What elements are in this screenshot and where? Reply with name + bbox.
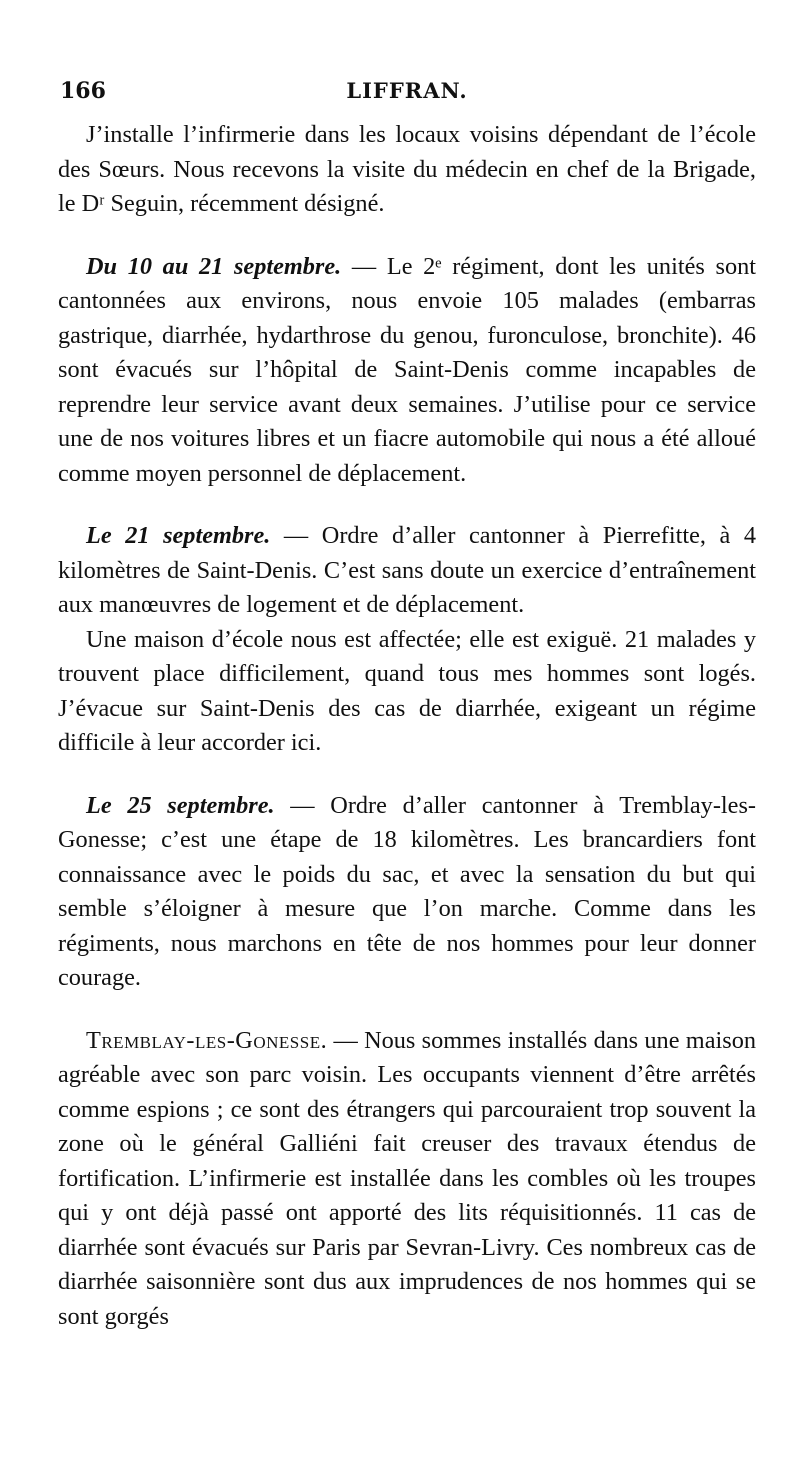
page-number: 166 xyxy=(60,78,106,104)
paragraph-tremblay xyxy=(58,1024,756,1335)
running-title: LIFFRAN. xyxy=(346,78,468,103)
paragraph-lead: Le 21 septembre. xyxy=(86,522,271,549)
paragraph-25-septembre xyxy=(58,789,756,996)
paragraph-lead: Le 25 septembre. xyxy=(86,791,275,819)
paragraph-21-septembre xyxy=(58,519,756,623)
paragraph-10-21-septembre xyxy=(58,250,756,492)
paragraph-text: — Ordre d’aller cantonner à Tremblay-les-Gonesse; c’est une étape de 18 kilomètres. Les brancardiers font connaissance avec le poids du sac, et avec la sensation du but qui semble s’éloigner à mesure que l’on marche. Comme dans les régiments, nous marchons en tête de nos hommes pour leur donner courage. xyxy=(58,791,756,991)
body-text xyxy=(58,118,756,1334)
paragraph-text: — Ordre d’aller cantonner à Pierrefitte, à 4 kilomètres de Saint-Denis. C’est sans doute un exercice d’entraînement aux manœuvres de logement et de déplacement. xyxy=(58,522,757,618)
paragraph-text: J’installe l’infirmerie dans les locaux voisins dépendant de l’école des Sœurs. Nous recevons la visite du médecin en chef de la Brigade, le Dʳ Seguin, récemment désigné. xyxy=(58,121,756,217)
paragraph-text: — Nous sommes installés dans une maison agréable avec son parc voisin. Les occupants viennent d’être arrêtés comme espions ; ce sont des étrangers qui parcouraient trop souvent la zone où le général Galliéni fait creuser des travaux étendus de fortification. L’infirmerie est installée dans les combles où les troupes qui y ont déjà passé ont apporté des lits réquisitionnés. 11 cas de diarrhée sont évacués sur Paris par Sevran-Livry. Ces nombreux cas de diarrhée saisonnière sont dus aux imprudences de nos hommes qui se sont gorgés xyxy=(58,1026,756,1330)
book-page xyxy=(58,78,756,1334)
paragraph-text: — Le 2ᵉ régiment, dont les unités sont cantonnées aux environs, nous envoie 105 malades (embarras gastrique, diarrhée, hydarthrose du genou, furonculose, bronchite). 46 sont évacués sur l’hôpital de Saint-Denis comme incapables de reprendre leur service avant deux semaines. J’utilise pour ce service une de nos voitures libres et un fiacre automobile qui nous a été alloué comme moyen personnel de déplacement. xyxy=(58,252,756,487)
paragraph-lead: Du 10 au 21 septembre. xyxy=(86,252,342,280)
paragraph-infirmerie xyxy=(58,118,756,222)
paragraph-lead: Tremblay-les-Gonesse. xyxy=(86,1026,328,1054)
page-header xyxy=(58,78,756,118)
paragraph-text: Une maison d’école nous est affectée; elle est exiguë. 21 malades y trouvent place difficilement, quand tous mes hommes sont logés. J’évacue sur Saint-Denis des cas de diarrhée, exigeant un régime difficile à leur accorder ici. xyxy=(58,625,756,756)
paragraph-maison-ecole xyxy=(58,623,756,761)
